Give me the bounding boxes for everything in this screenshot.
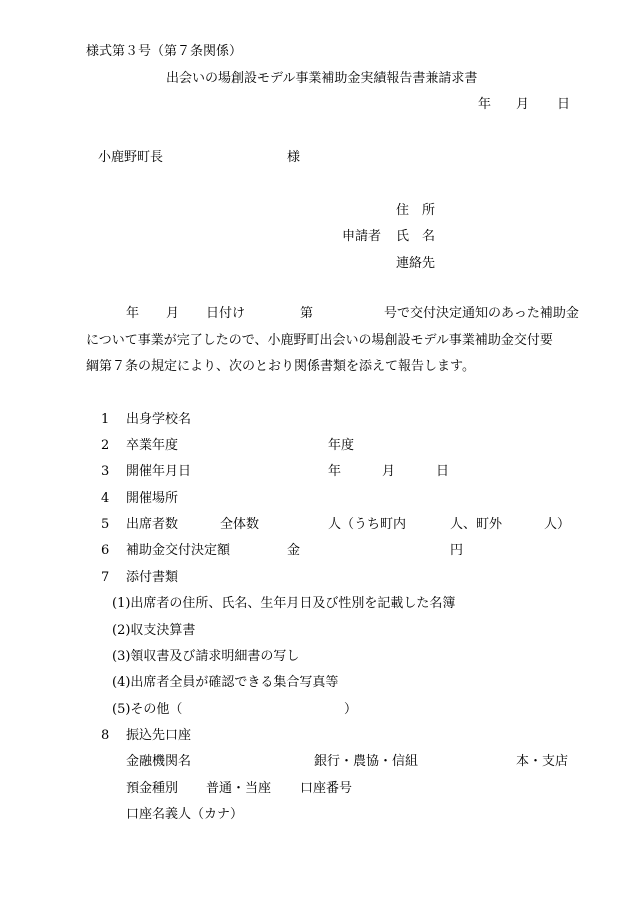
item-2-suffix: 年度 xyxy=(328,438,355,453)
item-1-number: 1 xyxy=(101,412,110,427)
attachment-4: (4)出席者全員が確認できる集合写真等 xyxy=(112,675,339,690)
body-dai: 第 xyxy=(300,306,314,321)
item-3-label: 開催年月日 xyxy=(126,464,192,479)
item-1-label: 出身学校名 xyxy=(126,412,192,427)
item-6-kin: 金 xyxy=(287,543,301,558)
applicant-label: 申請者 xyxy=(342,229,382,244)
addressee-honorific: 様 xyxy=(287,150,301,165)
bank-types: 銀行・農協・信組 xyxy=(314,754,419,769)
bank-account-type-label: 預金種別 xyxy=(126,781,179,796)
item-4-number: 4 xyxy=(101,491,110,506)
bank-institution-label: 金融機関名 xyxy=(126,754,192,769)
attachment-5-close: ） xyxy=(344,702,358,717)
bank-account-number-label: 口座番号 xyxy=(300,781,353,796)
item-6-label: 補助金交付決定額 xyxy=(126,543,231,558)
body-line3: 綱第７条の規定により、次のとおり関係書類を添えて報告します。 xyxy=(86,359,475,374)
addressee-name: 小鹿野町長 xyxy=(98,150,164,165)
body-year: 年 xyxy=(126,306,140,321)
item-5-number: 5 xyxy=(101,517,110,532)
body-month: 月 xyxy=(166,306,180,321)
item-8-label: 振込先口座 xyxy=(126,728,192,743)
date-month-label: 月 xyxy=(516,97,530,112)
attachment-3: (3)領収書及び請求明細書の写し xyxy=(112,649,300,664)
page-title: 出会いの場創設モデル事業補助金実績報告書兼請求書 xyxy=(166,71,478,86)
item-5-outside: 人、町外 xyxy=(450,517,503,532)
item-5-label: 出席者数 xyxy=(126,517,179,532)
item-3-day: 日 xyxy=(436,464,450,479)
item-7-label: 添付書類 xyxy=(126,570,179,585)
item-3-year: 年 xyxy=(328,464,342,479)
attachment-5: (5)その他（ xyxy=(112,702,183,717)
item-5-people: 人（うち町内 xyxy=(328,517,407,532)
item-2-number: 2 xyxy=(101,438,110,453)
body-line2: について事業が完了したので、小鹿野町出会いの場創設モデル事業補助金交付要 xyxy=(86,333,553,348)
applicant-name-label: 氏 名 xyxy=(396,229,436,244)
item-3-number: 3 xyxy=(101,464,110,479)
applicant-contact-label: 連絡先 xyxy=(396,256,436,271)
attachment-1: (1)出席者の住所、氏名、生年月日及び性別を記載した名簿 xyxy=(112,596,456,611)
form-number: 様式第３号（第７条関係） xyxy=(86,44,243,59)
applicant-address-label: 住 所 xyxy=(396,203,436,218)
attachment-2: (2)収支決算書 xyxy=(112,623,196,638)
item-5-close: 人） xyxy=(544,517,571,532)
date-year-label: 年 xyxy=(478,97,492,112)
item-2-label: 卒業年度 xyxy=(126,438,179,453)
bank-account-types: 普通・当座 xyxy=(206,781,272,796)
item-6-number: 6 xyxy=(101,543,110,558)
item-8-number: 8 xyxy=(101,728,110,743)
date-day-label: 日 xyxy=(557,97,571,112)
body-line1-rest: 号で交付決定通知のあった補助金 xyxy=(384,306,579,321)
bank-holder-label: 口座名義人（カナ） xyxy=(126,807,244,822)
body-day: 日付け xyxy=(206,306,246,321)
item-7-number: 7 xyxy=(101,570,110,585)
item-4-label: 開催場所 xyxy=(126,491,179,506)
item-5-total: 全体数 xyxy=(220,517,260,532)
item-3-month: 月 xyxy=(382,464,396,479)
item-6-yen: 円 xyxy=(450,543,464,558)
bank-branch-types: 本・支店 xyxy=(516,754,569,769)
